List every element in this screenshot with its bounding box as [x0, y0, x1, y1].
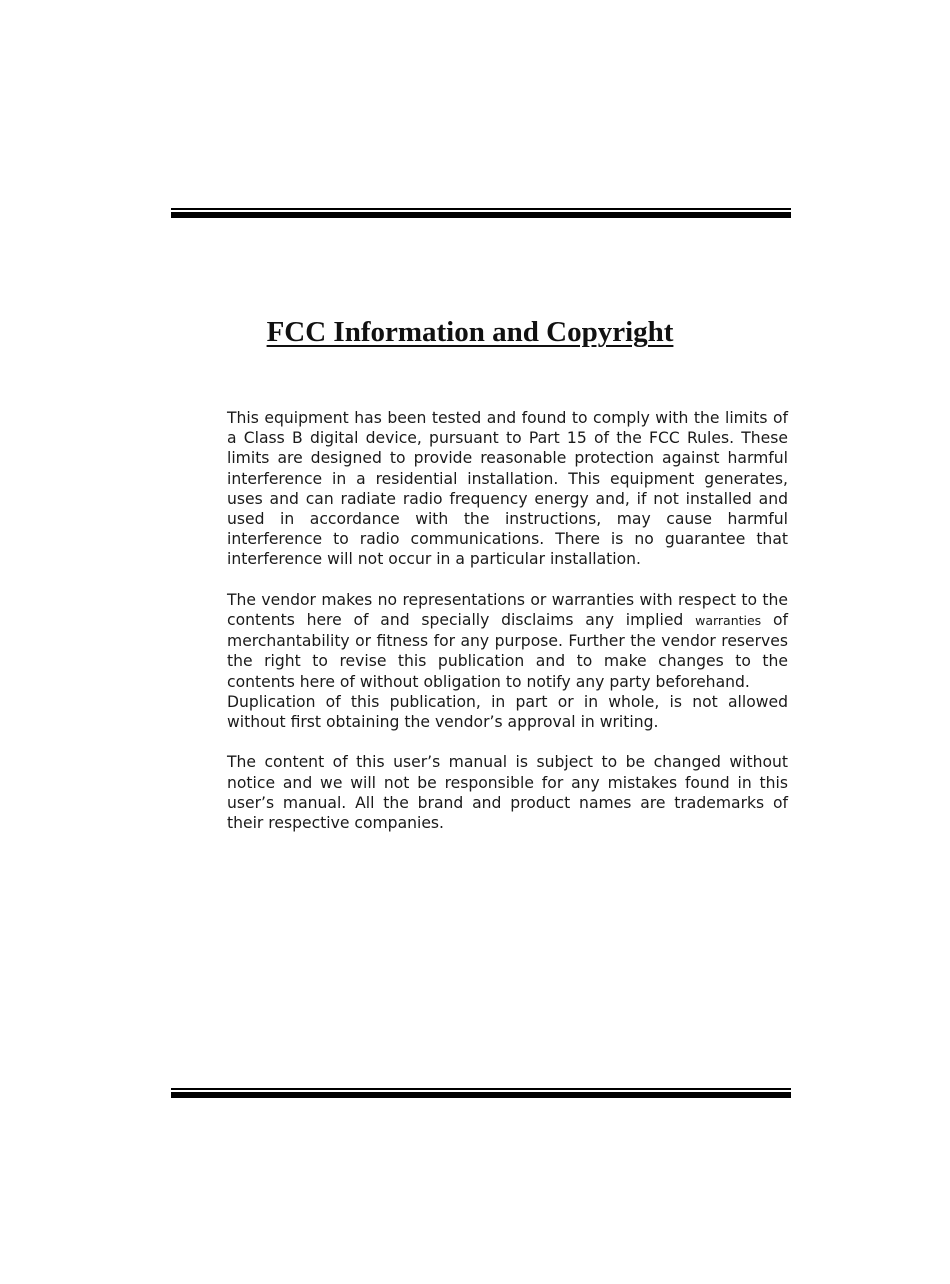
document-body — [227, 408, 788, 833]
duplication-notice-paragraph: Duplication of this publication, in part or in whole, is not allowed without first obtaining the vendor’s approval in writing. — [227, 692, 788, 732]
manual-notice-paragraph: The content of this user’s manual is subject to be changed without notice and we will not be responsible for any mistakes found in this user’s manual. All the brand and product names are trademarks of their respective companies. — [227, 753, 788, 833]
fcc-compliance-paragraph: This equipment has been tested and found to comply with the limits of a Class B digital device, pursuant to Part 15 of the FCC Rules. These limits are designed to provide reasonable protection against harmful interference in a residential installation. This equipment generates, uses and can radiate radio frequency energy and, if not installed and used in accordance with the instructions, may cause harmful interference to radio communications. There is no guarantee that interference will not occur in a particular installation. — [227, 409, 788, 569]
page-title: FCC Information and Copyright — [266, 316, 674, 348]
paragraph-spacer — [227, 732, 788, 752]
vendor-disclaimer-text-1: The vendor makes no representations or warranties with respect to the contents here of and specially disclaims any implied — [227, 590, 788, 630]
bottom-double-rule — [171, 1088, 791, 1098]
top-rule-thick-line — [171, 212, 791, 218]
paragraph-spacer — [227, 570, 788, 590]
vendor-disclaimer-text-2: of merchantability or fitness for any purpose. Further the vendor reserves the right to revise this publication and to make changes to the contents here of without obligation to notify any party beforehand. — [227, 611, 788, 691]
vendor-disclaimer-small-word: warranties — [695, 613, 762, 629]
bottom-rule-thick-line — [171, 1092, 791, 1098]
top-double-rule — [171, 208, 791, 218]
bottom-rule-thin-line — [171, 1088, 791, 1090]
vendor-disclaimer-paragraph — [227, 590, 788, 692]
top-rule-thin-line — [171, 208, 791, 210]
